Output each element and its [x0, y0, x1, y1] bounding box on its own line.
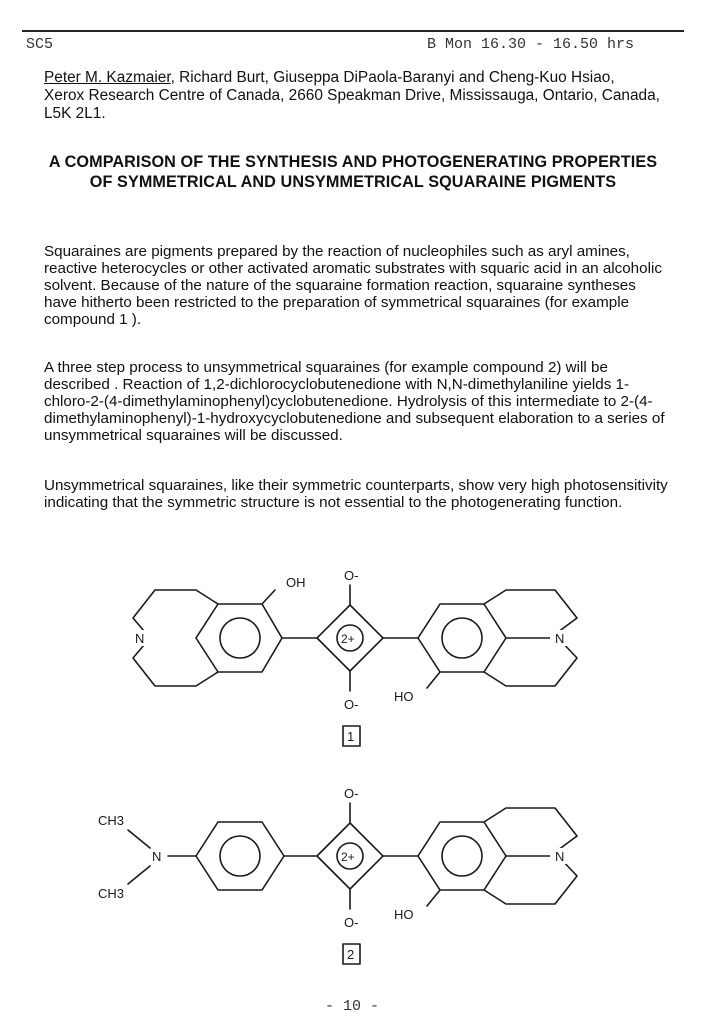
- compound-1-right-lower-ring: [484, 640, 577, 686]
- abstract-paragraph-3: Unsymmetrical squaraines, like their symmetric counterparts, show very high photosensitivity indicating that the symmetric structure is not essential to the photogenerating function.: [44, 477, 668, 511]
- compound-2-ho-label: HO: [394, 907, 414, 922]
- header-rule: [22, 30, 684, 32]
- compound-2-right-benzene-ring: [418, 822, 506, 890]
- compound-2-o-bottom: O-: [344, 915, 359, 930]
- compound-2-right-lower-ring: [484, 858, 577, 904]
- page-number: - 10 -: [324, 998, 379, 1015]
- compound-2-label: 2: [347, 947, 355, 962]
- co-authors: , Richard Burt, Giuseppa DiPaola-Baranyi and Cheng-Kuo Hsiao,: [170, 69, 615, 86]
- compound-2-methyl-bond-bottom: [128, 866, 150, 884]
- compound-2-ch3-bottom: CH3: [98, 886, 125, 901]
- primary-author: Peter M. Kazmaier: [44, 69, 171, 86]
- structures-figure: [0, 560, 704, 980]
- compound-1-left-benzene-ring: [196, 604, 282, 672]
- compound-1-label: 1: [347, 729, 355, 744]
- compound-2-ch3-top: CH3: [98, 813, 125, 828]
- author-block: [44, 69, 674, 123]
- abstract-paragraph-2: A three step process to unsymmetrical squaraines (for example compound 2) will be described . Reaction of 1,2-dichlorocyclobutenedione with N,N-dimethylaniline yields 1-chloro-2-(4-dimethylaminophenyl)cyclobutenedione. Hydrolysis of this intermediate to 2-(4-dimethylaminophenyl)-1-hydroxycyclobutenedione and subsequent elaboration to a series of unsymmetrical squaraines will be discussed.: [44, 359, 665, 444]
- session-code: SC5: [26, 36, 54, 53]
- compound-2-right-ring-circle: [442, 836, 482, 876]
- compound-1-charge-label: 2+: [341, 632, 355, 646]
- compound-2-left-benzene-ring: [196, 822, 284, 890]
- compound-1-ho-label: HO: [394, 689, 414, 704]
- paper-title: A COMPARISON OF THE SYNTHESIS AND PHOTOGENERATING PROPERTIES OF SYMMETRICAL AND UNSYMMETRICAL SQUARAINE PIGMENTS: [48, 153, 658, 191]
- compound-1-structure: [133, 585, 577, 691]
- compound-2-methyl-bond-top: [128, 830, 150, 848]
- compound-2-charge-label: 2+: [341, 850, 355, 864]
- compound-2-left-ring-circle: [220, 836, 260, 876]
- compound-2-n-left: N: [152, 849, 162, 864]
- compound-1-n-right: N: [555, 631, 565, 646]
- compound-1-n-left: N: [135, 631, 145, 646]
- affiliation: Xerox Research Centre of Canada, 2660 Speakman Drive, Mississauga, Ontario, Canada, L5K 2L1.: [44, 87, 660, 122]
- compound-1-o-bottom: O-: [344, 697, 359, 712]
- compound-2-o-top: O-: [344, 786, 359, 801]
- compound-2-n-right: N: [555, 849, 565, 864]
- abstract-paragraph-1: Squaraines are pigments prepared by the reaction of nucleophiles such as aryl amines, reactive heterocycles or other activated aromatic substrates with squaric acid in an alcoholic solvent. Because of the nature of the squaraine formation reaction, squaraine syntheses have hitherto been restricted to the preparation of symmetrical squaraines (for example compound 1 ).: [44, 243, 662, 328]
- compound-1-right-benzene-ring: [418, 604, 506, 672]
- compound-1-oh-label: OH: [286, 575, 306, 590]
- compound-1-right-ring-circle: [442, 618, 482, 658]
- compound-1-left-ring-circle: [220, 618, 260, 658]
- session-time: B Mon 16.30 - 16.50 hrs: [426, 36, 634, 53]
- compound-1-o-top: O-: [344, 568, 359, 583]
